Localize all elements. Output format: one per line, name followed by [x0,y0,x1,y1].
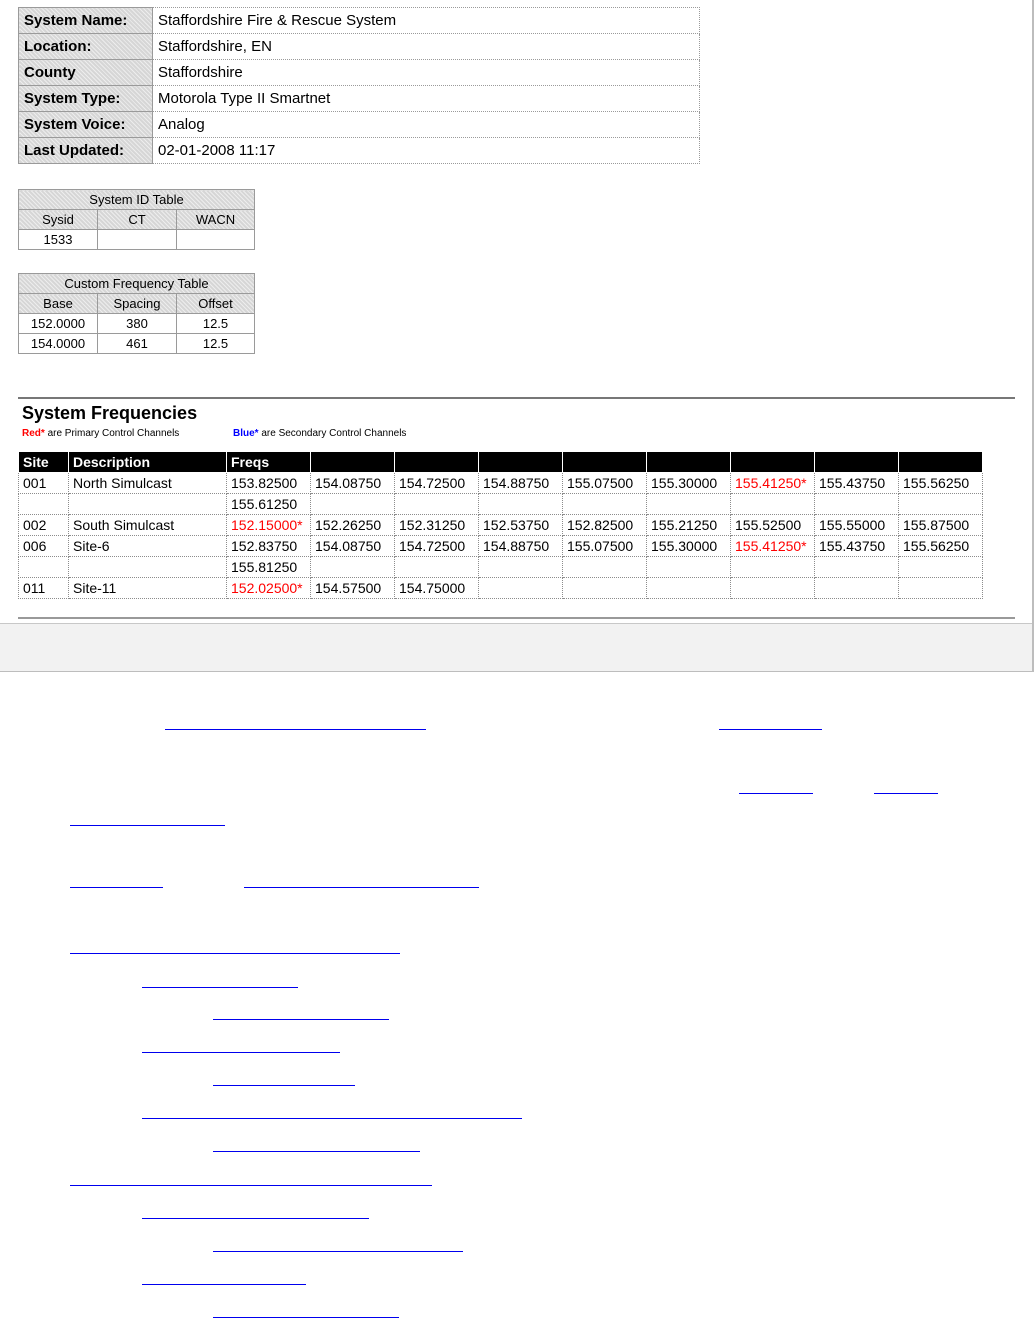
link[interactable] [142,1118,522,1119]
frequency-cell [395,494,479,515]
link[interactable] [70,887,163,888]
frequency-cell: 154.08750 [311,536,395,557]
system-info-label: System Voice: [19,112,153,138]
system-frequencies-title: System Frequencies [22,403,198,423]
system-info-value: 02-01-2008 11:17 [153,138,700,164]
site-cell [19,557,69,578]
frequency-cell [731,557,815,578]
description-cell: Site-11 [69,578,227,599]
frequency-cell: 155.87500 [899,515,983,536]
frequency-cell [647,557,731,578]
legend-red-text: are Primary Control Channels [44,428,180,439]
system-id-table-caption: System ID Table [19,190,255,210]
sysid-header: Sysid [19,210,98,230]
frequency-row [19,473,983,494]
freqs-header: Freqs [227,452,311,473]
system-info-row [19,112,700,138]
system-id-table [18,189,255,250]
frequency-cell [731,578,815,599]
frequency-cell: 154.72500 [395,473,479,494]
frequency-row [19,557,983,578]
frequency-row [19,515,983,536]
base-value: 152.0000 [19,314,98,334]
primary-control-legend [22,428,179,439]
frequency-cell [899,557,983,578]
freqs-header-blank [311,452,395,473]
system-info-table [18,7,700,164]
freqs-header-blank [899,452,983,473]
system-frequencies-table [18,451,983,599]
system-info-row [19,138,700,164]
link[interactable] [213,1085,355,1086]
spacing-value: 380 [98,314,177,334]
link[interactable] [244,887,479,888]
link[interactable] [739,793,813,794]
system-info-value: Staffordshire, EN [153,34,700,60]
frequency-cell [395,557,479,578]
frequency-row [19,578,983,599]
link[interactable] [213,1151,420,1152]
frequency-cell [899,494,983,515]
frequency-cell: 154.88750 [479,473,563,494]
wacn-value [177,230,255,250]
frequency-cell [731,494,815,515]
link[interactable] [70,1185,432,1186]
legend-red-marker: Red* [22,428,45,439]
system-info-row [19,60,700,86]
description-cell [69,557,227,578]
custom-frequency-table [18,273,255,354]
primary-control-frequency-cell: 152.15000* [227,515,311,536]
link[interactable] [213,1019,389,1020]
offset-header: Offset [177,294,255,314]
base-header: Base [19,294,98,314]
base-value: 154.0000 [19,334,98,354]
freqs-header-blank [479,452,563,473]
frequency-cell: 155.81250 [227,557,311,578]
offset-value: 12.5 [177,334,255,354]
custom-frequency-table-caption: Custom Frequency Table [19,274,255,294]
frequency-cell [647,578,731,599]
link[interactable] [165,729,426,730]
system-info-label: System Name: [19,8,153,34]
frequency-cell: 155.21250 [647,515,731,536]
spacing-header: Spacing [98,294,177,314]
offset-value: 12.5 [177,314,255,334]
site-cell: 011 [19,578,69,599]
frequency-cell: 155.55000 [815,515,899,536]
frequency-cell: 152.31250 [395,515,479,536]
section-divider [18,397,1015,399]
freqs-header-blank [647,452,731,473]
frequencies-header-row [19,452,983,473]
frequency-cell [563,494,647,515]
freqs-header-blank [563,452,647,473]
frequency-cell [815,494,899,515]
legend-blue-text: are Secondary Control Channels [258,428,407,439]
link[interactable] [70,953,400,954]
system-info-value: Staffordshire [153,60,700,86]
frequency-row [19,536,983,557]
ct-header: CT [98,210,177,230]
frequency-cell [311,494,395,515]
frequency-cell: 153.82500 [227,473,311,494]
frequency-cell [647,494,731,515]
link[interactable] [719,729,822,730]
system-info-row [19,34,700,60]
description-cell: Site-6 [69,536,227,557]
frequency-row [19,494,983,515]
description-cell: North Simulcast [69,473,227,494]
site-header: Site [19,452,69,473]
frequency-cell [563,578,647,599]
secondary-control-legend [233,428,406,439]
freqs-header-blank [395,452,479,473]
site-cell: 002 [19,515,69,536]
frequency-cell [479,557,563,578]
frequency-cell: 154.08750 [311,473,395,494]
system-info-label: County [19,60,153,86]
frequency-cell: 154.57500 [311,578,395,599]
legend-blue-marker: Blue* [233,428,259,439]
system-info-label: System Type: [19,86,153,112]
frequency-cell: 154.75000 [395,578,479,599]
panel-footer [0,623,1032,671]
link[interactable] [142,1218,369,1219]
bottom-divider [18,617,1015,619]
frequency-cell [815,557,899,578]
frequency-cell: 155.07500 [563,536,647,557]
system-info-label: Last Updated: [19,138,153,164]
primary-control-frequency-cell: 155.41250* [731,473,815,494]
link[interactable] [70,825,225,826]
frequency-cell: 155.56250 [899,536,983,557]
system-info-row [19,8,700,34]
link[interactable] [213,1251,463,1252]
frequency-cell: 155.30000 [647,536,731,557]
ct-value [98,230,177,250]
frequency-cell [563,557,647,578]
system-info-value: Motorola Type II Smartnet [153,86,700,112]
system-info-value: Analog [153,112,700,138]
frequency-cell: 152.26250 [311,515,395,536]
sysid-value: 1533 [19,230,98,250]
description-cell: South Simulcast [69,515,227,536]
frequency-cell [899,578,983,599]
system-info-value: Staffordshire Fire & Rescue System [153,8,700,34]
frequency-cell: 154.72500 [395,536,479,557]
link[interactable] [213,1317,399,1318]
description-header: Description [69,452,227,473]
frequency-cell: 155.43750 [815,473,899,494]
system-info-row [19,86,700,112]
frequency-cell: 155.61250 [227,494,311,515]
frequency-cell: 152.82500 [563,515,647,536]
frequency-cell: 155.43750 [815,536,899,557]
link[interactable] [142,987,298,988]
site-cell: 001 [19,473,69,494]
frequency-cell: 155.30000 [647,473,731,494]
frequency-cell [815,578,899,599]
description-cell [69,494,227,515]
frequency-cell: 152.53750 [479,515,563,536]
frequency-cell: 155.07500 [563,473,647,494]
link[interactable] [142,1284,306,1285]
link[interactable] [874,793,938,794]
spacing-value: 461 [98,334,177,354]
frequency-cell: 155.52500 [731,515,815,536]
frequency-cell [479,494,563,515]
site-cell [19,494,69,515]
frequency-cell: 155.56250 [899,473,983,494]
wacn-header: WACN [177,210,255,230]
freqs-header-blank [731,452,815,473]
freqs-header-blank [815,452,899,473]
system-info-label: Location: [19,34,153,60]
primary-control-frequency-cell: 152.02500* [227,578,311,599]
frequency-cell [311,557,395,578]
link[interactable] [142,1052,340,1053]
frequency-cell [479,578,563,599]
frequency-cell: 154.88750 [479,536,563,557]
frequency-cell: 152.83750 [227,536,311,557]
site-cell: 006 [19,536,69,557]
primary-control-frequency-cell: 155.41250* [731,536,815,557]
